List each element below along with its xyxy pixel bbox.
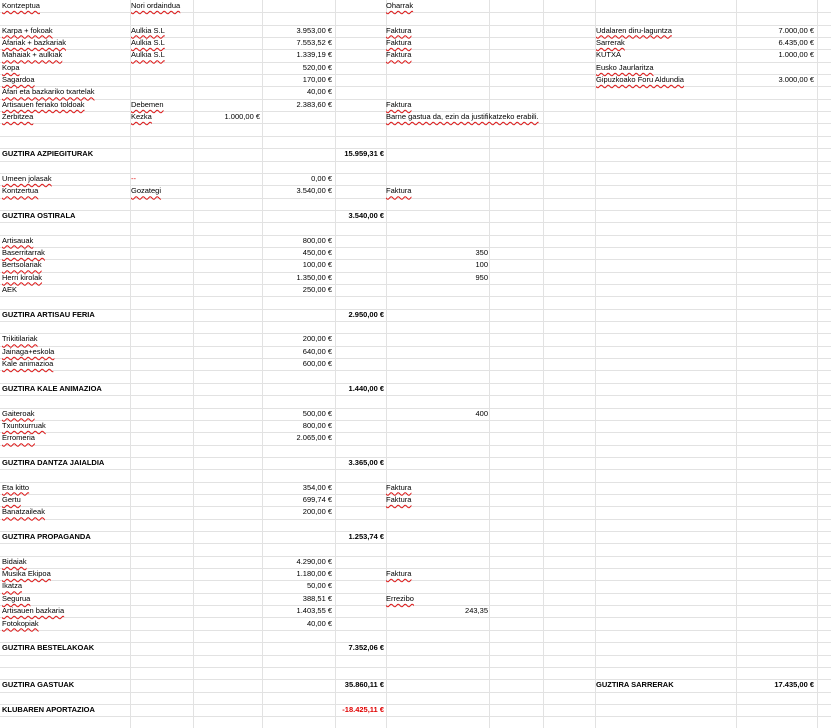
table-row (0, 457, 831, 470)
cell-f[interactable]: Faktura (386, 99, 412, 109)
table-row (0, 309, 831, 322)
table-row (0, 704, 831, 717)
cell-g[interactable]: 243,35 (465, 606, 488, 616)
cell-g[interactable]: 350 (475, 248, 488, 257)
table-row (0, 445, 831, 458)
table-row (0, 333, 831, 346)
cell-b[interactable]: Aulkia S.L (131, 38, 165, 48)
table-row (0, 469, 831, 482)
cell-a[interactable]: Kontzeptua (2, 1, 40, 10)
cell-d[interactable]: 3.540,00 € (296, 186, 332, 196)
cell-a[interactable]: GUZTIRA KALE ANIMAZIOA (2, 383, 102, 393)
table-row (0, 383, 831, 396)
cell-d[interactable]: 250,00 € (302, 285, 332, 295)
cell-b[interactable]: -- (131, 173, 136, 183)
cell-d[interactable]: 1.180,00 € (296, 569, 332, 579)
cell-f[interactable]: Faktura (386, 482, 412, 492)
cell-d[interactable]: 2.383,60 € (296, 99, 332, 109)
table-row (0, 420, 831, 433)
cell-j[interactable]: 17.435,00 € (774, 680, 814, 690)
cell-j[interactable]: 3.000,00 € (778, 75, 814, 85)
table-row (0, 346, 831, 359)
cell-a[interactable]: Afari eta bazkariko txartelak (2, 87, 95, 97)
cell-d[interactable]: 1.403,55 € (296, 606, 332, 616)
cell-j[interactable]: 1.000,00 € (778, 50, 814, 60)
table-row (0, 0, 831, 13)
table-row (0, 124, 831, 137)
table-row (0, 235, 831, 248)
table-row (0, 136, 831, 149)
cell-f[interactable]: Errezibo (386, 593, 414, 603)
table-row (0, 568, 831, 581)
cell-a[interactable]: Erromeria (2, 433, 35, 443)
table-row (0, 198, 831, 211)
cell-d[interactable]: 170,00 € (302, 75, 332, 85)
table-row (0, 185, 831, 198)
cell-a[interactable]: AEK (2, 285, 18, 295)
table-row (0, 692, 831, 705)
cell-d[interactable]: 200,00 € (302, 334, 332, 344)
table-row (0, 482, 831, 495)
table-row (0, 556, 831, 569)
cell-e[interactable]: 7.352,06 € (348, 643, 384, 653)
cell-h[interactable]: Sarrerak (596, 38, 625, 48)
cell-a[interactable]: Txuntxurruak (2, 420, 46, 430)
table-row (0, 371, 831, 384)
cell-a[interactable]: Baserritarrak (2, 248, 45, 257)
cell-d[interactable]: 354,00 € (302, 482, 332, 492)
table-row (0, 210, 831, 223)
cell-a[interactable]: Kopa (2, 62, 20, 72)
table-row (0, 580, 831, 593)
table-row (0, 74, 831, 87)
cell-d[interactable]: 40,00 € (306, 87, 332, 97)
table-row (0, 247, 831, 260)
table-row (0, 605, 831, 618)
cell-a[interactable]: Zerbitzea (2, 112, 34, 122)
cell-a[interactable]: GUZTIRA ARTISAU FERIA (2, 309, 95, 319)
cell-d[interactable]: 100,00 € (302, 260, 332, 270)
cell-a[interactable]: Eta kitto (2, 482, 30, 492)
cell-e[interactable]: 15.959,31 € (344, 149, 384, 159)
table-row (0, 618, 831, 631)
table-row (0, 593, 831, 606)
cell-e[interactable]: 3.540,00 € (348, 210, 384, 220)
table-row (0, 506, 831, 519)
table-row (0, 222, 831, 235)
cell-a[interactable]: Banatzaileak (2, 507, 45, 517)
table-row (0, 62, 831, 75)
cell-d[interactable]: 800,00 € (302, 420, 332, 430)
table-row (0, 86, 831, 99)
table-row (0, 667, 831, 680)
cell-a[interactable]: Mahaiak + aulkiak (2, 50, 63, 60)
cell-a[interactable]: Afariak + bazkariak (2, 38, 66, 48)
cell-f[interactable]: Faktura (386, 25, 412, 35)
cell-a[interactable]: Gaiteroak (2, 408, 35, 418)
cell-a[interactable]: Musika Ekipoa (2, 569, 51, 579)
cell-e[interactable]: 35.860,11 € (344, 680, 384, 690)
cell-e[interactable]: 1.253,74 € (348, 532, 384, 542)
cell-b[interactable]: Aulkia S.L (131, 50, 165, 60)
cell-b[interactable]: Aulkia S.L (131, 25, 165, 35)
cell-d[interactable]: 40,00 € (306, 618, 332, 628)
cell-e[interactable]: -18.425,11 € (342, 704, 384, 714)
table-row (0, 99, 831, 112)
cell-d[interactable]: 7.553,52 € (296, 38, 332, 48)
cell-j[interactable]: 7.000,00 € (778, 25, 814, 35)
cell-d[interactable]: 0,00 € (311, 173, 332, 183)
cell-d[interactable]: 2.065,00 € (296, 433, 332, 443)
cell-a[interactable]: Ikatza (2, 581, 23, 591)
cell-b[interactable]: Kezka (131, 112, 152, 122)
cell-b[interactable]: Debemen (131, 99, 164, 109)
cell-a[interactable]: Fotokopiak (2, 618, 39, 628)
cell-f[interactable]: Faktura (386, 38, 412, 48)
cell-d[interactable]: 450,00 € (302, 248, 332, 257)
table-row (0, 272, 831, 285)
cell-d[interactable]: 500,00 € (302, 408, 332, 418)
table-row (0, 321, 831, 334)
cell-d[interactable]: 3.953,00 € (296, 25, 332, 35)
table-row (0, 432, 831, 445)
cell-e[interactable]: 2.950,00 € (348, 309, 384, 319)
cell-f[interactable]: Faktura (386, 569, 412, 579)
table-row (0, 111, 831, 124)
cell-a[interactable]: KLUBAREN APORTAZIOA (2, 704, 95, 714)
table-row (0, 296, 831, 309)
cell-a[interactable]: Sagardoa (2, 75, 35, 85)
cell-a[interactable]: Herri kirolak (2, 272, 43, 282)
cell-a[interactable]: Kale animazioa (2, 359, 54, 369)
cell-d[interactable]: 200,00 € (302, 507, 332, 517)
cell-a[interactable]: Karpa + fokoak (2, 25, 53, 35)
cell-g[interactable]: 400 (475, 408, 488, 418)
cell-a[interactable]: GUZTIRA OSTIRALA (2, 210, 76, 220)
cell-e[interactable]: 1.440,00 € (348, 383, 384, 393)
cell-a[interactable]: Umeen jolasak (2, 173, 52, 183)
table-row (0, 642, 831, 655)
cell-c[interactable]: 1.000,00 € (224, 112, 260, 122)
cell-a[interactable]: GUZTIRA DANTZA JAIALDIA (2, 457, 105, 467)
cell-a[interactable]: Bertsolariak (2, 260, 42, 270)
cell-a[interactable]: GUZTIRA AZPIEGITURAK (2, 149, 94, 159)
table-row (0, 161, 831, 174)
table-row (0, 494, 831, 507)
cell-h[interactable]: Eusko Jaurlaritza (596, 62, 654, 72)
table-row (0, 395, 831, 408)
cell-a[interactable]: GUZTIRA GASTUAK (2, 680, 75, 690)
cell-j[interactable]: 6.435,00 € (778, 38, 814, 48)
cell-a[interactable]: GUZTIRA BESTELAKOAK (2, 643, 95, 653)
cell-d[interactable]: 1.350,00 € (296, 272, 332, 282)
cell-a[interactable]: Artisauak (2, 235, 34, 245)
table-row (0, 12, 831, 25)
cell-d[interactable]: 699,74 € (302, 495, 332, 504)
cell-f[interactable]: Faktura (386, 186, 412, 196)
cell-d[interactable]: 600,00 € (302, 359, 332, 369)
cell-g[interactable]: 100 (475, 260, 488, 270)
cell-d[interactable]: 1.339,19 € (296, 50, 332, 60)
cell-h[interactable]: KUTXA (596, 50, 622, 60)
cell-a[interactable]: Artisauen bazkaria (2, 606, 65, 616)
cell-a[interactable]: Kontzertua (2, 186, 39, 196)
table-row (0, 358, 831, 371)
table-row (0, 49, 831, 62)
table-row (0, 630, 831, 643)
cell-a[interactable]: Segurua (2, 593, 31, 603)
table-row (0, 173, 831, 186)
table-row (0, 679, 831, 692)
table-row (0, 148, 831, 161)
table-row (0, 25, 831, 38)
table-row (0, 284, 831, 297)
table-row (0, 543, 831, 556)
cell-e[interactable]: 3.365,00 € (348, 457, 384, 467)
cell-g[interactable]: 950 (475, 272, 488, 282)
cell-a[interactable]: Bidaiak (2, 556, 27, 566)
cell-f[interactable]: Faktura (386, 495, 412, 504)
table-row (0, 408, 831, 421)
cell-a[interactable]: Trikitilariak (2, 334, 38, 344)
cell-d[interactable]: 640,00 € (302, 346, 332, 356)
cell-a[interactable]: Gertu (2, 495, 21, 504)
cell-f[interactable]: Faktura (386, 50, 412, 60)
cell-d[interactable]: 520,00 € (302, 62, 332, 72)
cell-a[interactable]: Artisauen feriako toldoak (2, 99, 85, 109)
cell-h[interactable]: Gipuzkoako Foru Aldundia (596, 75, 684, 85)
cell-f[interactable]: Oharrak (386, 1, 414, 10)
cell-h[interactable]: GUZTIRA SARRERAK (596, 680, 674, 690)
cell-d[interactable]: 50,00 € (306, 581, 332, 591)
cell-d[interactable]: 800,00 € (302, 235, 332, 245)
cell-b[interactable]: Gozategi (131, 186, 162, 196)
table-row (0, 531, 831, 544)
cell-d[interactable]: 4.290,00 € (296, 556, 332, 566)
table-row (0, 259, 831, 272)
cell-h[interactable]: Udalaren diru-laguntza (596, 25, 672, 35)
table-row (0, 37, 831, 50)
cell-f[interactable]: Barne gastua da, ezin da justifikatzeko erabili. (386, 112, 539, 122)
cell-a[interactable]: Jainaga+eskola (2, 346, 55, 356)
cell-d[interactable]: 388,51 € (302, 593, 332, 603)
table-row (0, 519, 831, 532)
table-row (0, 655, 831, 668)
cell-b[interactable]: Nori ordaindua (131, 1, 181, 10)
cell-a[interactable]: GUZTIRA PROPAGANDA (2, 532, 91, 542)
